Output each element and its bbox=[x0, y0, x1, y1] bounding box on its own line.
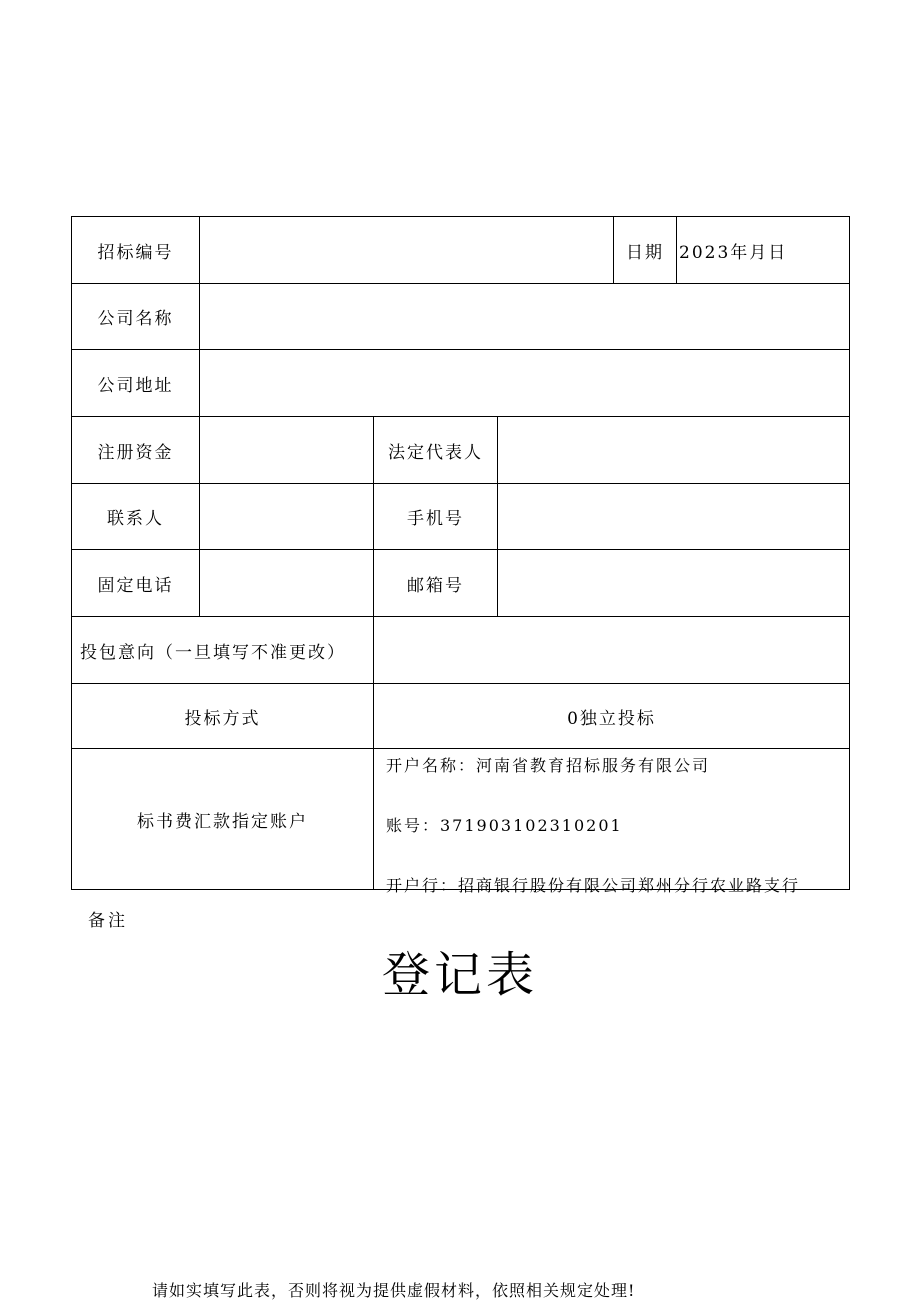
row-company-name bbox=[72, 284, 850, 350]
row-bid-number bbox=[72, 217, 850, 284]
mobile-field[interactable] bbox=[498, 484, 850, 550]
row-phone-email bbox=[72, 550, 850, 617]
company-address-label: 公司地址 bbox=[72, 350, 200, 417]
company-address-field[interactable] bbox=[200, 350, 850, 417]
email-label: 邮箱号 bbox=[374, 550, 498, 617]
legal-rep-field[interactable] bbox=[498, 417, 850, 484]
row-company-address bbox=[72, 350, 850, 417]
phone-label: 固定电话 bbox=[72, 550, 200, 617]
email-field[interactable] bbox=[498, 550, 850, 617]
contact-field[interactable] bbox=[200, 484, 374, 550]
package-intent-field[interactable] bbox=[374, 617, 850, 684]
phone-field[interactable] bbox=[200, 550, 374, 617]
account-details bbox=[374, 749, 850, 895]
registered-capital-label: 注册资金 bbox=[72, 417, 200, 484]
page-title: 登记表 bbox=[381, 947, 538, 1003]
bid-number-label: 招标编号 bbox=[72, 217, 200, 284]
mobile-label: 手机号 bbox=[374, 484, 498, 550]
registered-capital-field[interactable] bbox=[200, 417, 374, 484]
company-name-label: 公司名称 bbox=[72, 284, 200, 350]
package-intent-label: 投包意向（一旦填写不准更改） bbox=[72, 617, 374, 684]
registration-table bbox=[71, 216, 850, 895]
bid-method-label: 投标方式 bbox=[72, 684, 374, 749]
row-capital-legal bbox=[72, 417, 850, 484]
date-field[interactable]: 2023年月日 bbox=[677, 217, 850, 284]
row-bid-method bbox=[72, 684, 850, 749]
legal-rep-label: 法定代表人 bbox=[374, 417, 498, 484]
account-label: 标书费汇款指定账户 bbox=[72, 749, 374, 890]
footer-notice: 请如实填写此表，否则将视为提供虚假材料，依照相关规定处理! bbox=[152, 1281, 636, 1300]
account-name: 开户名称：河南省教育招标服务有限公司 bbox=[386, 756, 711, 775]
row-contact-mobile bbox=[72, 484, 850, 550]
row-package-intent bbox=[72, 617, 850, 684]
company-name-field[interactable] bbox=[200, 284, 850, 350]
bid-method-value[interactable]: 0独立投标 bbox=[374, 684, 850, 749]
account-bank: 开户行：招商银行股份有限公司郑州分行农业路支行 bbox=[386, 876, 801, 895]
contact-label: 联系人 bbox=[72, 484, 200, 550]
row-account bbox=[72, 749, 850, 890]
remark-label: 备注 bbox=[88, 911, 128, 931]
bid-number-field[interactable] bbox=[200, 217, 614, 284]
date-label: 日期 bbox=[614, 217, 677, 284]
account-number: 账号：371903102310201 bbox=[386, 816, 623, 835]
